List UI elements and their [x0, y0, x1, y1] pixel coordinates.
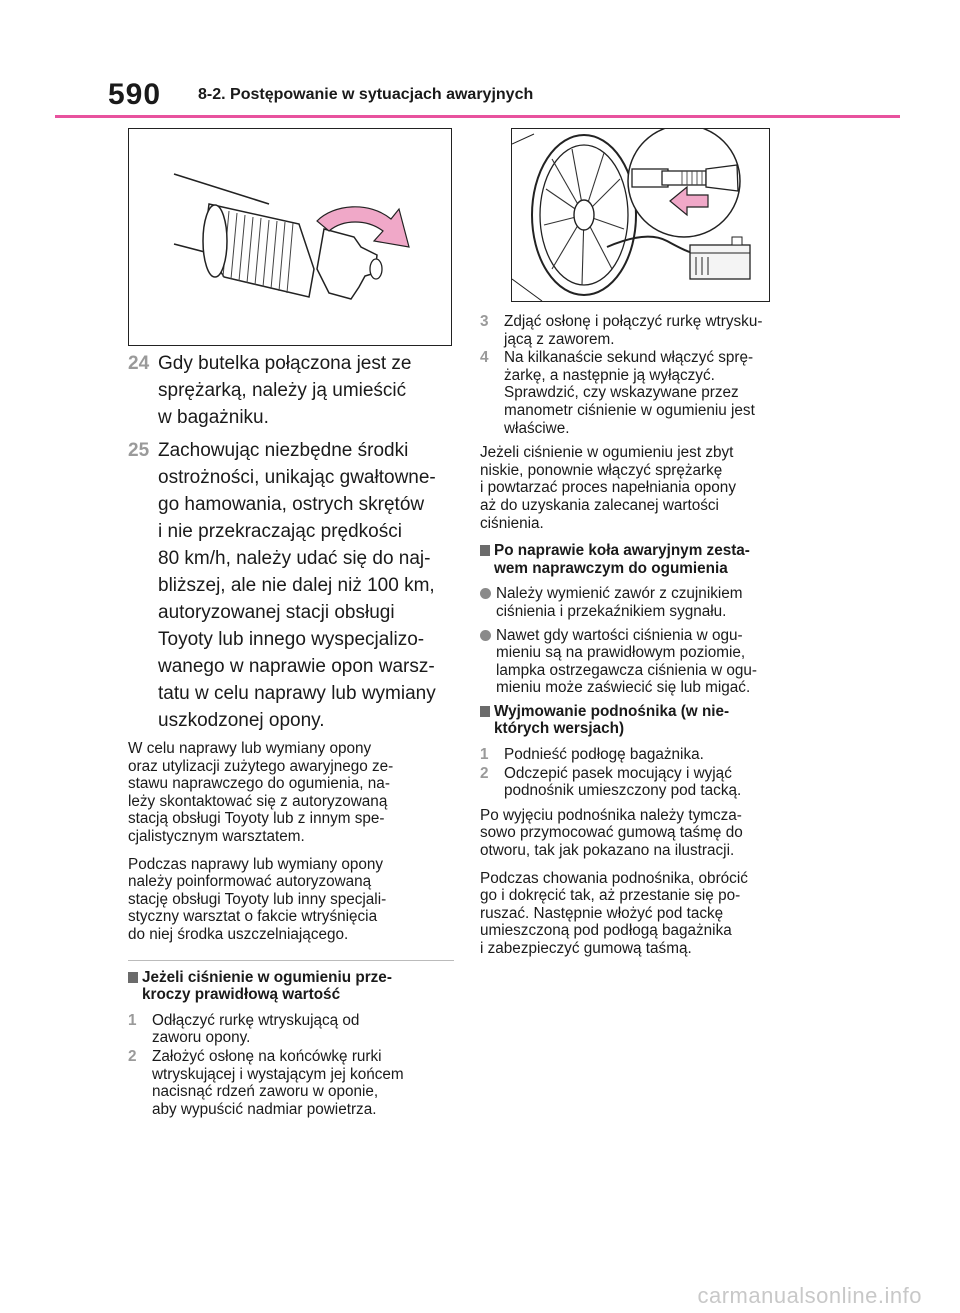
text-line: ciśnienia i przekaźnikiem sygnału. — [496, 602, 727, 620]
text-line: go i dokręcić tak, aż przestanie się po- — [480, 887, 741, 905]
text-line: Gdy butelka połączona jest ze — [158, 353, 412, 374]
text-line: i nie przekraczając prędkości — [158, 521, 402, 542]
text-line: Nawet gdy wartości ciśnienia w ogu- — [496, 626, 743, 644]
text-line: Odczepić pasek mocujący i wyjąć — [504, 764, 732, 782]
square-bullet-icon — [128, 972, 138, 983]
step-number: 1 — [128, 1011, 137, 1029]
heading-after-repair — [480, 542, 810, 577]
text-line: wtryskującej i wystającym jej końcem — [152, 1065, 404, 1083]
text-line: w bagażniku. — [158, 407, 269, 428]
text-line: 80 km/h, należy udać się do naj- — [158, 548, 431, 569]
section-divider — [128, 960, 454, 961]
text-line: ostrożności, unikając gwałtowne- — [158, 467, 436, 488]
paragraph-storing-jack — [480, 870, 810, 958]
heading-remove-jack — [480, 703, 810, 738]
step-number: 2 — [128, 1047, 137, 1065]
page-number: 590 — [108, 78, 162, 111]
text-line: i zabezpieczyć gumową taśmą. — [480, 940, 692, 957]
text-line: Podczas chowania podnośnika, obrócić — [480, 869, 748, 887]
text-line: stawu naprawczego do ogumienia, na- — [128, 775, 390, 793]
text-line: Odłączyć rurkę wtryskującą od — [152, 1011, 360, 1029]
text-line: stacją obsługi Toyoty lub z innym spe- — [128, 810, 385, 828]
text-line: Na kilkanaście sekund włączyć sprę- — [504, 349, 754, 367]
text-line: styczny warsztat o fakcie wtryśnięcia — [128, 908, 378, 926]
text-line: których wersjach) — [494, 720, 625, 738]
text-line: Założyć osłonę na końcówkę rurki — [152, 1047, 382, 1065]
text-line: autoryzowanej stacji obsługi — [158, 602, 395, 623]
text-line: kroczy prawidłową wartość — [142, 986, 341, 1004]
step-25 — [128, 437, 454, 734]
text-line: podnośnik umieszczony pod tacką. — [504, 782, 742, 800]
text-line: Jeżeli ciśnienie w ogumieniu prze- — [142, 968, 392, 986]
square-bullet-icon — [480, 545, 490, 556]
text-line: leży skontaktować się z autoryzowaną — [128, 792, 388, 810]
paragraph-inform-workshop — [128, 856, 454, 944]
text-line: niskie, ponownie włączyć sprężarkę — [480, 461, 723, 479]
step-number: 1 — [480, 746, 489, 764]
text-line: uszkodzonej opony. — [158, 710, 325, 731]
text-line: Zdjąć osłonę i połączyć rurkę wtrysku- — [504, 313, 763, 330]
paragraph-repair-info — [128, 740, 454, 846]
text-line: Sprawdzić, czy wskazywane przez — [504, 384, 739, 402]
text-line: stację obsługi Toyoty lub inny specjali- — [128, 890, 387, 908]
text-line: lampka ostrzegawcza ciśnienia w ogu- — [496, 661, 758, 679]
step-1 — [128, 1012, 454, 1047]
step-24 — [128, 350, 454, 431]
header-rule — [55, 115, 900, 118]
step-number: 2 — [480, 764, 489, 782]
text-line: oraz utylizacji zużytego awaryjnego ze- — [128, 757, 394, 775]
bullet-replace-valve — [480, 585, 810, 620]
paragraph-after-removal — [480, 807, 810, 860]
step-number: 4 — [480, 349, 489, 367]
step-2 — [128, 1048, 454, 1118]
step-number: 25 — [128, 440, 150, 461]
text-line: jącą z zaworem. — [504, 330, 615, 348]
text-line: sowo przymocować gumową taśmę do — [480, 824, 743, 842]
figure-tube-cap — [128, 128, 452, 346]
step-number: 24 — [128, 353, 150, 374]
text-line: Toyoty lub innego wyspecjalizo- — [158, 629, 425, 650]
text-line: ciśnienia. — [480, 514, 544, 532]
text-line: zaworu opony. — [152, 1029, 251, 1047]
wheel-compressor-illustration — [512, 129, 769, 301]
step-3 — [480, 313, 810, 348]
text-line: właściwe. — [504, 419, 570, 437]
paragraph-low-pressure — [480, 444, 810, 532]
step-4 — [480, 349, 810, 437]
right-column — [480, 313, 810, 968]
text-line: Podnieść podłogę bagażnika. — [504, 746, 704, 764]
text-line: należy poinformować autoryzowaną — [128, 873, 372, 891]
step-jack-2 — [480, 765, 810, 800]
heading-pressure-exceeded — [128, 969, 454, 1004]
text-line: wanego w naprawie opon warsz- — [158, 656, 435, 677]
text-line: cjalistycznym warsztatem. — [128, 827, 305, 845]
watermark: carmanualsonline.info — [697, 1283, 922, 1308]
text-line: bliższej, ale nie dalej niż 100 km, — [158, 575, 435, 596]
text-line: Jeżeli ciśnienie w ogumieniu jest zbyt — [480, 444, 734, 462]
text-line: do niej środka uszczelniającego. — [128, 925, 349, 943]
step-number: 3 — [480, 313, 489, 330]
text-line: i powtarzać proces napełniania opony — [480, 479, 736, 497]
text-line: umieszczoną pod podłogą bagażnika — [480, 922, 732, 940]
text-line: go hamowania, ostrych skrętów — [158, 494, 425, 515]
text-line: Po wyjęciu podnośnika należy tymcza- — [480, 806, 742, 824]
text-line: Wyjmowanie podnośnika (w nie- — [494, 702, 730, 720]
text-line: otworu, tak jak pokazano na ilustracji. — [480, 842, 735, 860]
tube-cap-illustration — [129, 129, 451, 345]
left-column — [128, 350, 454, 1119]
text-line: mieniu są na prawidłowym poziomie, — [496, 644, 746, 662]
bullet-warning-lamp — [480, 627, 810, 697]
square-bullet-icon — [480, 706, 490, 717]
text-line: manometr ciśnienie w ogumieniu jest — [504, 401, 755, 419]
text-line: aby wypuścić nadmiar powietrza. — [152, 1100, 377, 1118]
figure-wheel-compressor — [511, 128, 770, 302]
section-title: 8-2. Postępowanie w sytuacjach awaryjnych — [198, 86, 534, 103]
text-line: Po naprawie koła awaryjnym zesta- — [494, 542, 750, 560]
text-line: Zachowując niezbędne środki — [158, 440, 409, 461]
text-line: mieniu może zaświecić się lub migać. — [496, 679, 751, 697]
step-jack-1 — [480, 746, 810, 764]
text-line: wem naprawczym do ogumienia — [494, 559, 728, 577]
circle-bullet-icon — [480, 588, 491, 599]
text-line: tatu w celu naprawy lub wymiany — [158, 683, 436, 704]
text-line: aż do uzyskania zalecanej wartości — [480, 496, 719, 514]
text-line: sprężarką, należy ją umieścić — [158, 380, 407, 401]
circle-bullet-icon — [480, 630, 491, 641]
text-line: nacisnąć rdzeń zaworu w oponie, — [152, 1083, 379, 1101]
text-line: W celu naprawy lub wymiany opony — [128, 740, 372, 757]
text-line: ruszać. Następnie włożyć pod tackę — [480, 904, 724, 922]
text-line: żarkę, a następnie ją wyłączyć. — [504, 366, 715, 384]
text-line: Podczas naprawy lub wymiany opony — [128, 855, 384, 873]
text-line: Należy wymienić zawór z czujnikiem — [496, 585, 743, 603]
